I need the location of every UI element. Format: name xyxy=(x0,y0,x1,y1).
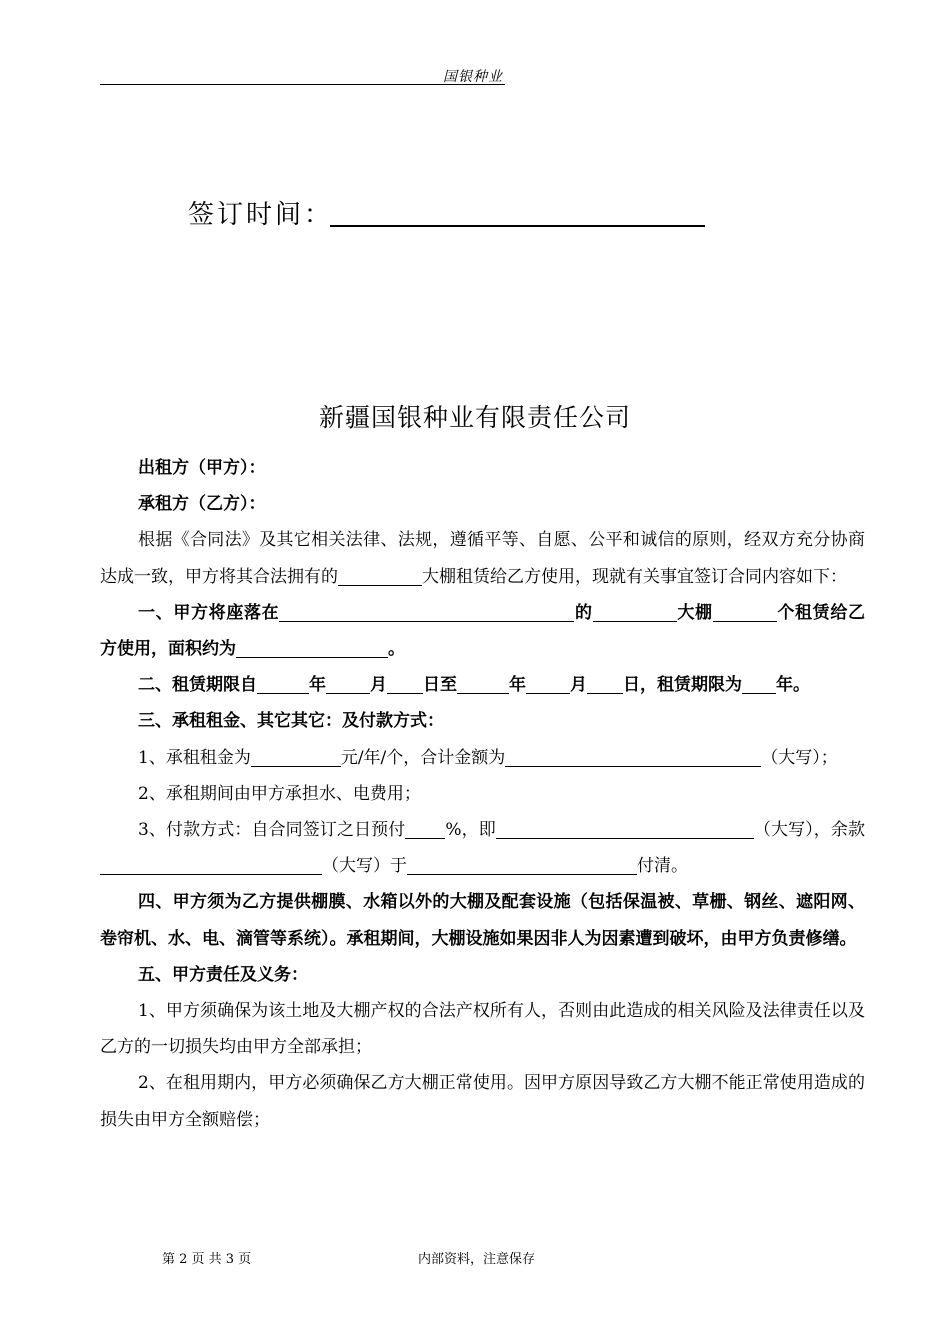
blank-count xyxy=(713,601,777,622)
clause-3-2: 2、承租期间由甲方承担水、电费用； xyxy=(138,783,421,804)
intro-blank xyxy=(338,565,422,586)
lessee-line: 承租方（乙方）： xyxy=(138,494,266,515)
clause-1: 一、甲方将座落在 的 大棚 个租赁给乙方使用，面积约为 。 xyxy=(100,602,866,660)
sign-date-label: 签订时间： xyxy=(188,200,334,230)
clause-4: 四、甲方须为乙方提供棚膜、水箱以外的大棚及配套设施（包括保温被、草栅、钢丝、遮阳网、卷帘机、水、电、滴管等系统）。承租期间，大棚设施如果因非人为因素遭到破坏，由甲方负责修缮。 xyxy=(100,892,865,949)
page-number: 第 2 页 共 3 页 xyxy=(162,1252,252,1267)
lessor-line: 出租方（甲方）： xyxy=(138,458,266,478)
page-header xyxy=(100,64,505,85)
company-title: 新疆国银种业有限责任公司 xyxy=(318,403,631,432)
contract-body xyxy=(100,450,865,1138)
clause-3-3: 3、付款方式：自合同签订之日预付 %，即 （大写），余款（大写）于 付清。 xyxy=(100,812,865,884)
footer-note: 内部资料，注意保存 xyxy=(418,1252,536,1267)
clause-5-1: 1、甲方须确保为该土地及大棚产权的合法产权所有人，否则由此造成的相关风险及法律责任以及乙方的一切损失均由甲方全部承担； xyxy=(100,1001,865,1058)
sign-date-blank xyxy=(330,225,705,227)
clause-5-2: 2、在租用期内，甲方必须确保乙方大棚正常使用。因甲方原因导致乙方大棚不能正常使用造成的损失由甲方全额赔偿； xyxy=(100,1073,865,1130)
clause-2: 二、租赁期限自 年 月 日至 年 月 日，租赁期限为 年。 xyxy=(138,675,810,696)
intro-paragraph: 根据《合同法》及其它相关法律、法规，遵循平等、自愿、公平和诚信的原则，经双方充分协商达成一致，甲方将其合法拥有的 大棚租赁给乙方使用，现就有关事宜签订合同内容如下： xyxy=(100,530,865,587)
clause-5-heading: 五、甲方责任及义务： xyxy=(138,964,308,985)
blank-area xyxy=(236,637,388,658)
header-text: 国银种业 xyxy=(443,69,503,85)
clause-3-1: 1、承租租金为 元/年/个，合计金额为 （大写）； xyxy=(138,747,838,768)
blank-location xyxy=(279,601,574,622)
clause-3-heading: 三、承租租金、其它其它：及付款方式： xyxy=(138,711,444,732)
blank-type xyxy=(593,601,677,622)
